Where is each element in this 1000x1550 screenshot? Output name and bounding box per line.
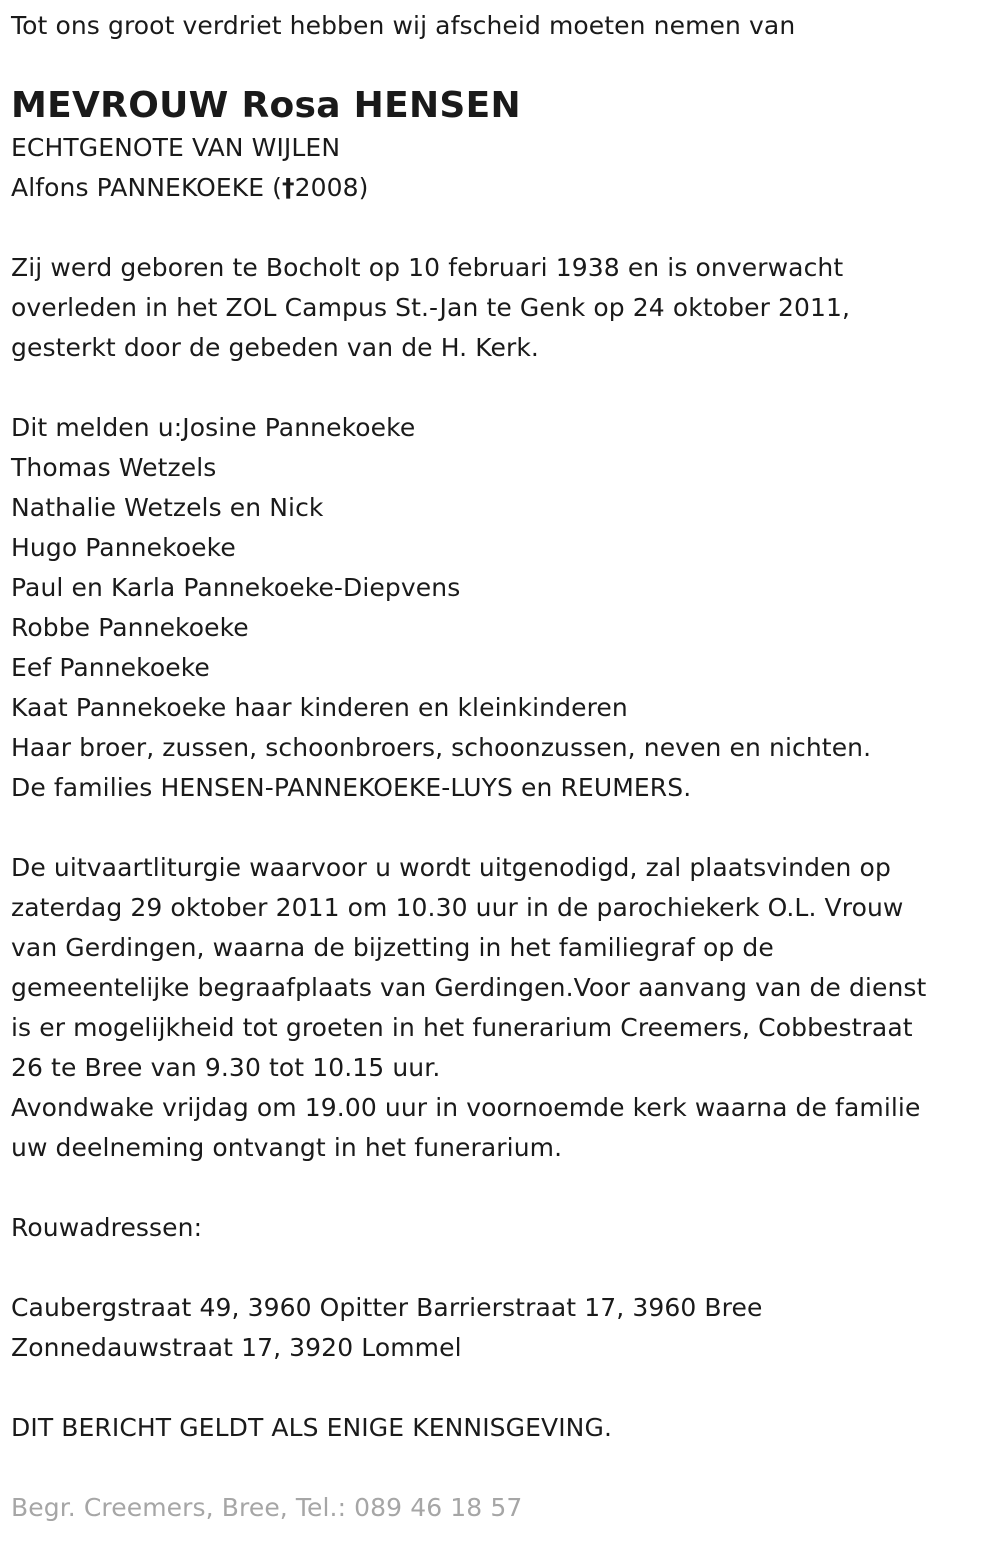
family-line: Dit melden u:Josine Pannekoeke [11,413,416,442]
cross-icon: † [282,173,295,202]
spouse-title: ECHTGENOTE VAN WIJLEN [11,133,341,162]
paragraph-line: gemeentelijke begraafplaats van Gerdingen.Voor aanvang van de dienst [11,973,927,1002]
deceased-name: MEVROUW Rosa HENSEN [11,85,521,126]
spouse-line [11,168,991,208]
family-line: Robbe Pannekoeke [11,613,249,642]
paragraph-line: overleden in het ZOL Campus St.-Jan te Genk op 24 oktober 2011, [11,293,851,322]
paragraph-line: uw deelneming ontvangt in het funerarium. [11,1133,563,1162]
spacer [11,1368,991,1408]
paragraph-line: Zij werd geboren te Bocholt op 10 februari 1938 en is onverwacht [11,253,844,282]
address-line: Zonnedauwstraat 17, 3920 Lommel [11,1333,462,1362]
obituary-notice [11,6,991,1528]
spacer [11,46,991,84]
family-line: Nathalie Wetzels en Nick [11,493,324,522]
paragraph-line: zaterdag 29 oktober 2011 om 10.30 uur in de parochiekerk O.L. Vrouw [11,893,904,922]
family-line: Hugo Pannekoeke [11,533,236,562]
paragraph-line: is er mogelijkheid tot groeten in het funerarium Creemers, Cobbestraat [11,1013,913,1042]
family-line: De families HENSEN-PANNEKOEKE-LUYS en REUMERS. [11,773,692,802]
family-line: Paul en Karla Pannekoeke-Diepvens [11,573,461,602]
address-list [11,1288,991,1368]
paragraph-line: gesterkt door de gebeden van de H. Kerk. [11,333,539,362]
paragraph-line: 26 te Bree van 9.30 tot 10.15 uur. [11,1053,441,1082]
family-line: Eef Pannekoeke [11,653,210,682]
spacer [11,368,991,408]
spacer [11,808,991,848]
family-line: Haar broer, zussen, schoonbroers, schoonzussen, neven en nichten. [11,733,872,762]
spacer [11,1168,991,1208]
spacer [11,1448,991,1488]
paragraph-line: Avondwake vrijdag om 19.00 uur in voornoemde kerk waarna de familie [11,1093,921,1122]
intro-text: Tot ons groot verdriet hebben wij afscheid moeten nemen van [11,11,796,40]
address-line: Caubergstraat 49, 3960 Opitter Barrierstraat 17, 3960 Bree [11,1293,763,1322]
addresses-label: Rouwadressen: [11,1213,203,1242]
spacer [11,208,991,248]
spouse-death-year: 2008) [294,173,369,202]
spouse-name: Alfons PANNEKOEKE ( [11,173,283,202]
notice-statement: DIT BERICHT GELDT ALS ENIGE KENNISGEVING. [11,1413,612,1442]
funeral-paragraph [11,848,991,1168]
paragraph-line: van Gerdingen, waarna de bijzetting in het familiegraf op de [11,933,774,962]
spacer [11,1248,991,1288]
birth-paragraph [11,248,991,368]
family-line: Kaat Pannekoeke haar kinderen en kleinkinderen [11,693,628,722]
family-list [11,408,991,808]
funeral-home-footer: Begr. Creemers, Bree, Tel.: 089 46 18 57 [11,1493,523,1522]
paragraph-line: De uitvaartliturgie waarvoor u wordt uitgenodigd, zal plaatsvinden op [11,853,891,882]
family-line: Thomas Wetzels [11,453,217,482]
